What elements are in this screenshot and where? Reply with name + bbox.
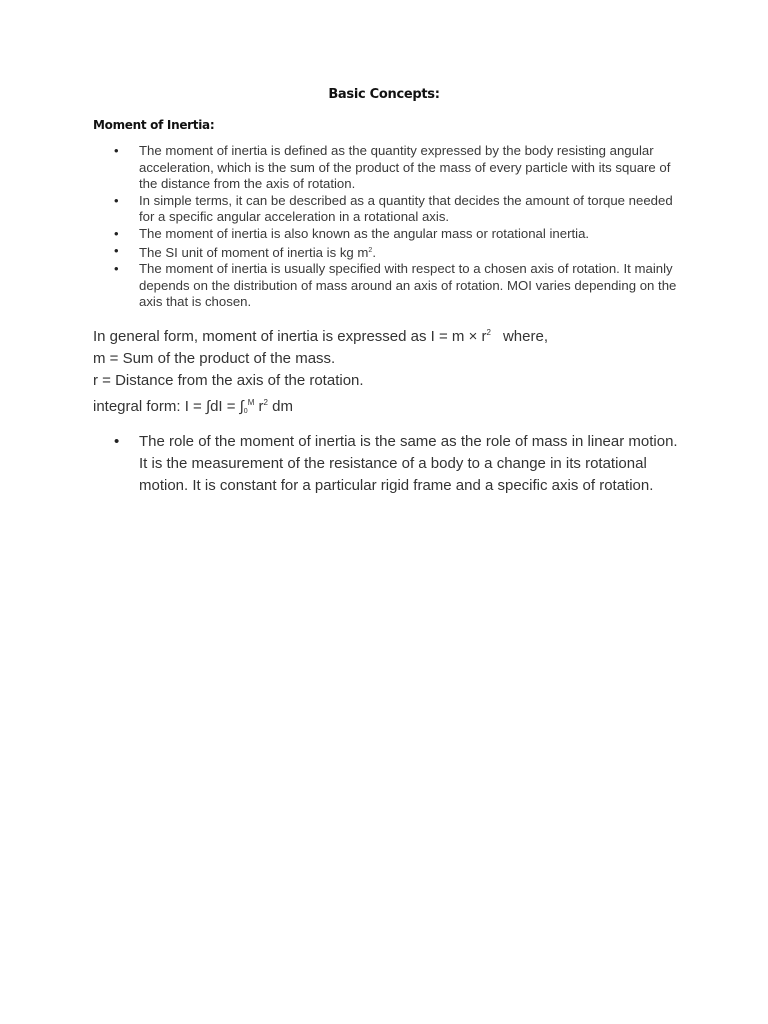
formula-block — [93, 322, 693, 423]
bullet-icon: • — [114, 261, 119, 277]
r-definition: r = Distance from the axis of the rotation. — [93, 372, 364, 389]
list-item-text: The role of the moment of inertia is the same as the role of mass in linear motion. It is the measurement of the resistance of a body to a change in its rotational motion. It is constant for a particular rigid frame and a specific axis of rotation. — [139, 433, 678, 494]
si-unit-superscript: 2 — [368, 246, 373, 254]
integral-lower-limit: 0 — [243, 408, 248, 415]
integral-form-text: integral form: I = ∫dI = ∫ — [93, 398, 244, 415]
document-title: Basic Concepts: — [328, 87, 440, 102]
integral-upper-limit: M — [247, 398, 255, 407]
si-unit-end: . — [372, 244, 376, 260]
general-form-suffix: where, — [502, 328, 548, 345]
list-item-text: The moment of inertia is usually specified with respect to a chosen axis of rotation. It mainly depends on the distribution of mass around an axis of rotation. MOI varies depending on the axis that is chosen. — [139, 261, 677, 310]
general-form-superscript: 2 — [486, 328, 491, 337]
integral-end: dm — [268, 398, 294, 415]
list-item — [93, 226, 683, 243]
integral-variable: r — [254, 398, 264, 415]
list-item — [93, 431, 683, 497]
general-form-text: In general form, moment of inertia is expressed as I = m × r — [93, 328, 487, 345]
bullet-icon: • — [114, 225, 119, 241]
section-heading: Moment of Inertia: — [93, 118, 215, 132]
bullet-icon: • — [114, 242, 119, 258]
bullet-icon: • — [114, 143, 119, 158]
integral-superscript: 2 — [263, 398, 268, 407]
list-item-text: The moment of inertia is defined as the quantity expressed by the body resisting angular acceleration, which is the sum of the product of the mass of every particle with its square of the distance from the axis of rotation. — [139, 143, 671, 192]
si-unit-text: The SI unit of moment of inertia is kg m — [139, 244, 369, 260]
list-item — [93, 261, 683, 311]
list-item — [93, 193, 683, 226]
m-definition: m = Sum of the product of the mass. — [93, 350, 336, 367]
list-item-text: The moment of inertia is also known as the angular mass or rotational inertia. — [139, 225, 590, 241]
integral-form-line — [93, 392, 693, 423]
bullet-icon: • — [114, 192, 119, 208]
list-item — [93, 143, 683, 193]
concept-bullet-list — [93, 143, 683, 311]
list-item-text: In simple terms, it can be described as a quantity that decides the amount of torque needed for a specific angular acceleration in a rotational axis. — [139, 192, 673, 225]
general-form-line — [93, 322, 693, 348]
bullet-icon: • — [114, 433, 120, 450]
list-item — [93, 243, 683, 262]
role-bullet-list — [93, 431, 683, 497]
